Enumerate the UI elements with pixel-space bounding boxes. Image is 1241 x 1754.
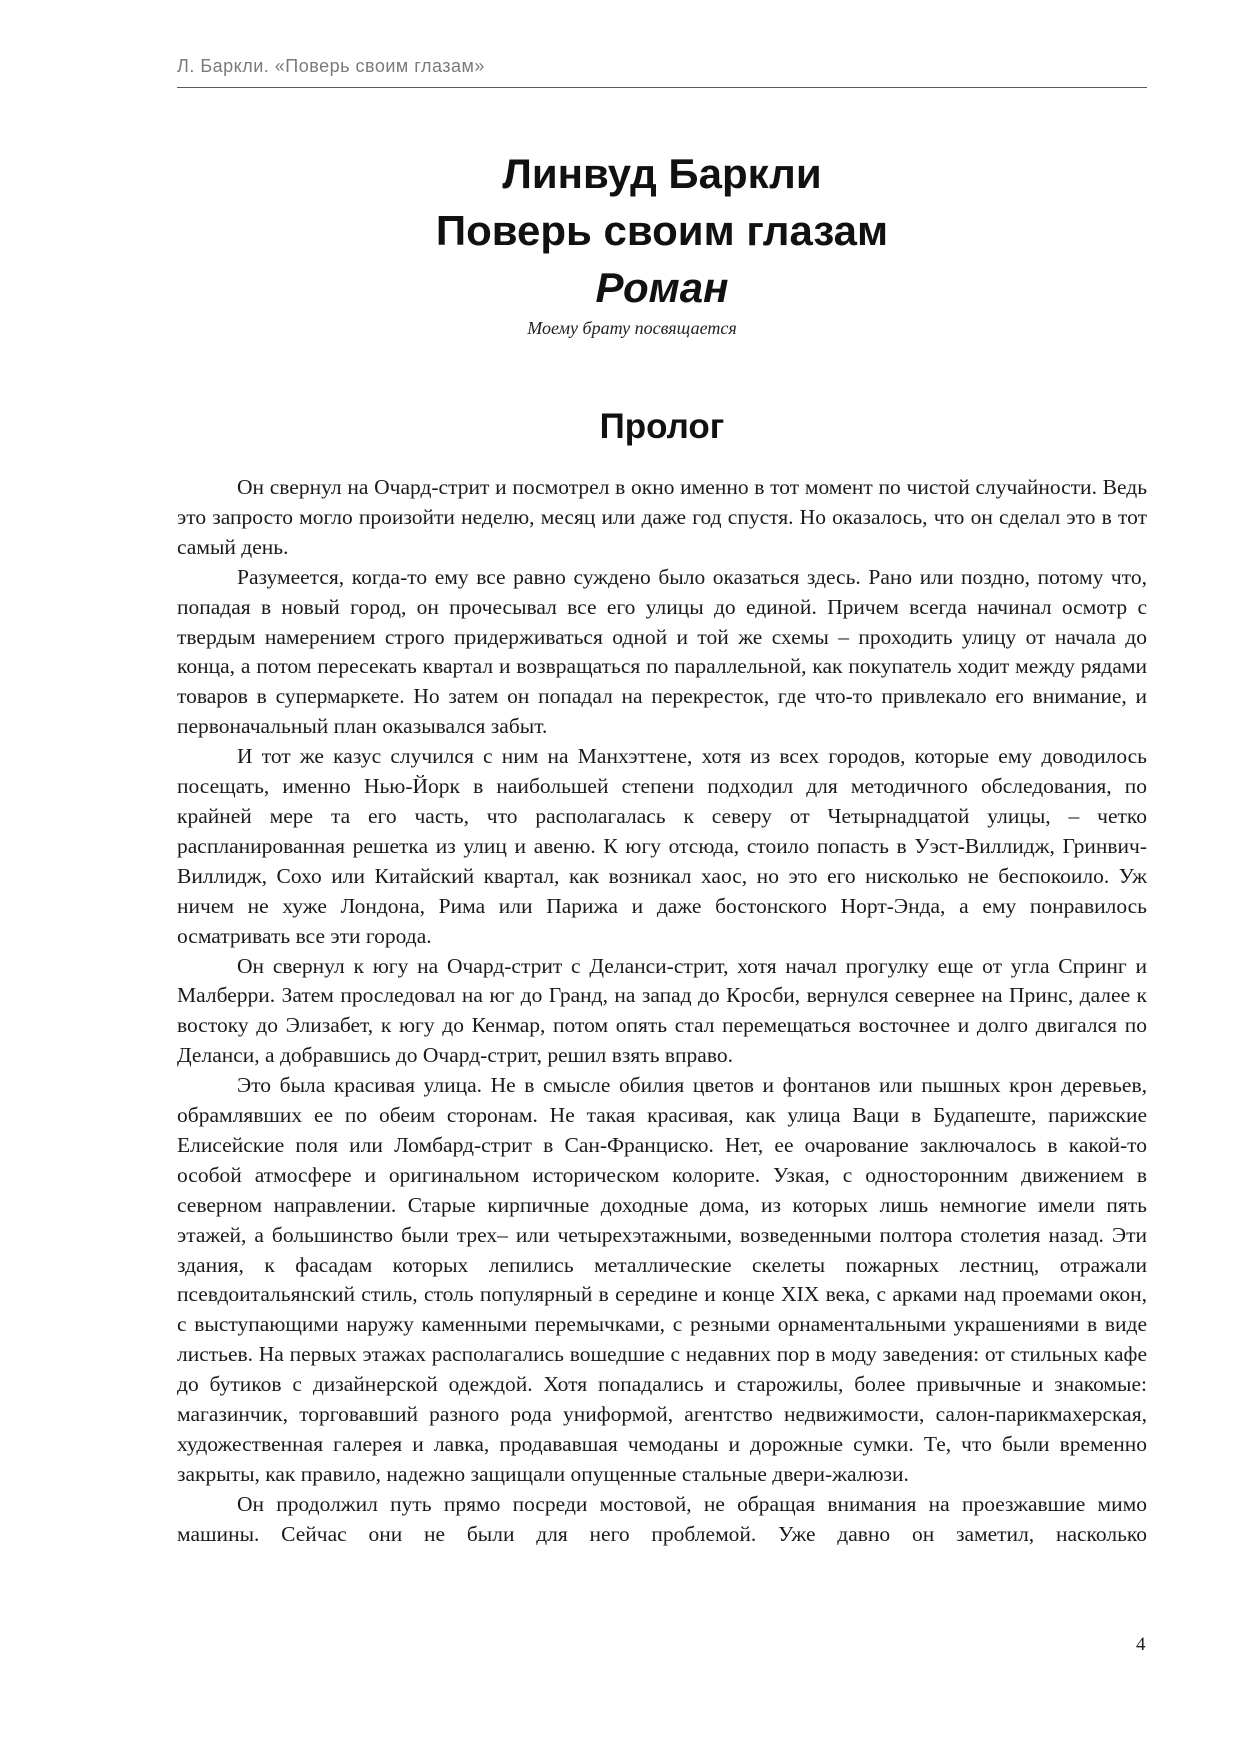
page-number: 4: [1136, 1634, 1146, 1655]
paragraph: Он свернул к югу на Очард-стрит с Деланси-стрит, хотя начал прогулку еще от угла Спринг и Малберри. Затем проследовал на юг до Гранд, на запад до Кросби, вернулся севернее на Принс, далее к востоку до Элизабет, к югу до Кенмар, потом опять стал перемещаться восточнее и долго двигался по Деланси, а добравшись до Очард-стрит, решил взять вправо.: [177, 953, 1147, 1068]
paragraph: Он свернул на Очард-стрит и посмотрел в окно именно в тот момент по чистой случайности. Ведь это запросто могло произойти неделю, месяц или даже год спустя. Но оказалось, что он сделал это в тот самый день.: [177, 475, 1147, 559]
header-divider: [177, 87, 1147, 88]
dedication: Моему брату посвящается: [527, 318, 737, 338]
body-text: [177, 473, 1147, 1550]
section-heading: Пролог: [599, 407, 725, 446]
paragraph: И тот же казус случился с ним на Манхэттене, хотя из всех городов, которые ему доводилось посещать, именно Нью-Йорк в наибольшей степени подходил для методичного обследования, по крайней мере та его часть, что располагалась к северу от Четырнадцатой улицы, – четко распланированная решетка из улиц и авеню. К югу отсюда, стоило попасть в Уэст-Виллидж, Гринвич-Виллидж, Сохо или Китайский квартал, как возникал хаос, но это его нисколько не беспокоило. Уж ничем не хуже Лондона, Рима или Парижа и даже бостонского Норт-Энда, а ему понравилось осматривать все эти города.: [177, 744, 1147, 948]
paragraph: Разумеется, когда-то ему все равно суждено было оказаться здесь. Рано или поздно, потому что, попадая в новый город, он прочесывал все его улицы до единой. Причем всегда начинал осмотр с твердым намерением строго придерживаться одной и той же схемы – проходить улицу от начала до конца, а потом пересекать квартал и возвращаться по параллельной, как покупатель ходит между рядами товаров в супермаркете. Но затем он попадал на перекресток, где что-то привлекало его внимание, и первоначальный план оказывался забыт.: [177, 564, 1147, 739]
genre-label: Роман: [595, 264, 729, 311]
paragraph: Это была красивая улица. Не в смысле обилия цветов и фонтанов или пышных крон деревьев, обрамлявших ее по обеим сторонам. Не такая красивая, как улица Ваци в Будапеште, парижские Елисейские поля или Ломбард-стрит в Сан-Франциско. Нет, ее очарование заключалось в какой-то особой атмосфере и оригинальном историческом колорите. Узкая, с односторонним движением в северном направлении. Старые кирпичные доходные дома, из которых лишь немногие имели пять этажей, а большинство были трех– или четырехэтажными, возведенными полтора столетия назад. Эти здания, к фасадам которых лепились металлические скелеты пожарных лестниц, отражали псевдоитальянский стиль, столь популярный в середине и конце XIX века, с арками над проемами окон, с выступающими наружу каменными перемычками, с резными орнаментальными украшениями в виде листьев. На первых этажах располагались вошедшие с недавних пор в моду заведения: от стильных кафе до бутиков с дизайнерской одеждой. Хотя попадались и старожилы, более привычные и знакомые: магазинчик, торговавший разного рода униформой, агентство недвижимости, салон-парикмахерская, художественная галерея и лавка, продававшая чемоданы и дорожные сумки. Те, что были временно закрыты, как правило, надежно защищали опущенные стальные двери-жалюзи.: [177, 1073, 1147, 1486]
book-title: Поверь своим глазам: [435, 207, 889, 254]
paragraph: Он продолжил путь прямо посреди мостовой, не обращая внимания на проезжавшие мимо машины. Сейчас они не были для него проблемой. Уже давно он заметил, насколько: [177, 1491, 1147, 1546]
running-header: Л. Баркли. «Поверь своим глазам»: [177, 56, 485, 76]
author-name: Линвуд Баркли: [502, 150, 822, 197]
title-block: [177, 145, 1147, 316]
